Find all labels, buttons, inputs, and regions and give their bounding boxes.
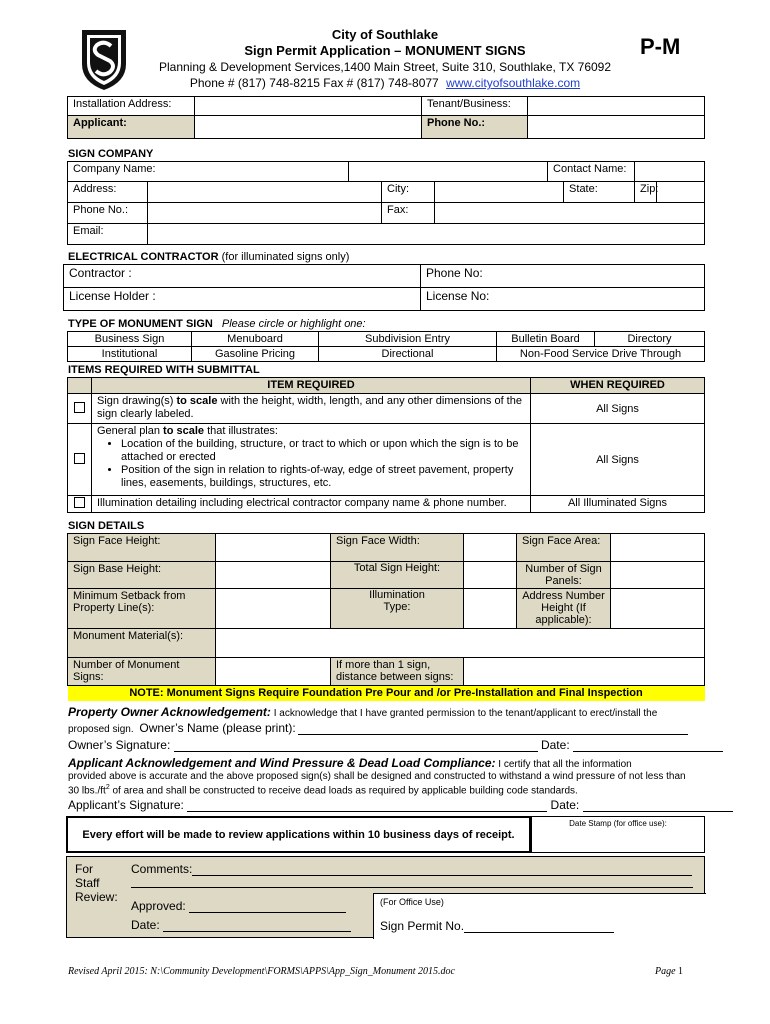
approved-field[interactable] — [189, 902, 346, 913]
installation-address-label: Installation Address: — [68, 97, 195, 116]
applicant-phone-label: Phone No.: — [422, 116, 528, 139]
applicant-table — [67, 96, 705, 139]
department-address: Planning & Development Services,1400 Main Street, Suite 310, Southlake, TX 76092 — [158, 60, 612, 74]
distance-field[interactable] — [464, 658, 705, 686]
contact-name-field[interactable] — [635, 162, 705, 182]
type-bulletin-board[interactable]: Bulletin Board — [497, 332, 595, 347]
permit-no-field[interactable] — [464, 922, 614, 933]
num-monument-field[interactable] — [216, 658, 331, 686]
license-holder-label[interactable]: License Holder : — [64, 288, 421, 311]
applicant-ack-text3: 30 $lbs./ft^2$ of area and shall be constructed to receive dead loads as required by applicable building code standards. — [68, 784, 578, 797]
electrical-heading: ELECTRICAL CONTRACTOR — [68, 251, 219, 263]
type-instruction: Please circle or highlight one: — [221, 318, 366, 330]
items-heading: ITEMS REQUIRED WITH SUBMITTAL — [68, 364, 260, 376]
form-code: P-M — [640, 34, 681, 59]
num-panels-label: Number of Sign Panels: — [517, 562, 611, 589]
staff-date-line — [131, 918, 351, 932]
comments-line — [131, 862, 692, 876]
office-use-label: (For Office Use) — [380, 897, 444, 907]
owner-ack-heading: Property Owner Acknowledgement: — [68, 705, 271, 719]
staff-review-box — [66, 856, 705, 938]
type-gasoline-pricing[interactable]: Gasoline Pricing — [192, 347, 319, 362]
sign-type-table — [67, 331, 705, 362]
item2-bullet-location: • Location of the building, structure, or tract to which or upon which the sign is to be attached or erected — [121, 438, 525, 464]
item3-when: All Illuminated Signs — [531, 496, 705, 513]
item1-text: Sign drawing(s) to scale with the height, width, length, and any other dimensions of the sign clearly labeled. — [92, 394, 531, 424]
type-directional[interactable]: Directional — [319, 347, 497, 362]
form-title: Sign Permit Application – MONUMENT SIGNS — [244, 43, 526, 58]
state-label: State: — [564, 182, 635, 203]
face-area-field[interactable] — [611, 534, 705, 562]
website-link[interactable]: www.cityofsouthlake.com — [446, 76, 581, 90]
applicant-ack-heading: Applicant Acknowledgement and Wind Pressure & Dead Load Compliance: — [68, 756, 496, 770]
sign-details-heading: SIGN DETAILS — [68, 520, 145, 532]
type-non-food-drive-through[interactable]: Non-Food Service Drive Through — [497, 347, 705, 362]
city-field[interactable] — [435, 182, 564, 203]
item2-text: General plan to scale that illustrates: • Location of the building, structure, or tract to which or upon which the sign is to be attached or erected • Position of the sign in relation to rights-of-way, edge of street pavement, property lines, easements, buildings, structures, etc. — [92, 424, 531, 496]
item2-bullet-position: • Position of the sign in relation to rights-of-way, edge of street pavement, property lines, easements, buildings, structures, etc. — [121, 464, 525, 490]
item2-when: All Signs — [531, 424, 705, 496]
base-height-label: Sign Base Height: — [68, 562, 216, 589]
installation-address-field[interactable] — [195, 97, 422, 116]
base-height-field[interactable] — [216, 562, 331, 589]
applicant-label: Applicant: — [68, 116, 195, 139]
item2-checkbox[interactable] — [74, 453, 85, 464]
permit-no-line — [380, 919, 614, 933]
city-name: City of Southlake — [331, 27, 439, 42]
type-menuboard[interactable]: Menuboard — [192, 332, 319, 347]
owner-ack-line2: proposed sign. Owner’s Name (please print): — [68, 721, 688, 735]
applicant-signature-field[interactable] — [187, 801, 547, 812]
material-field[interactable] — [216, 629, 705, 658]
face-height-field[interactable] — [216, 534, 331, 562]
fax-field[interactable] — [435, 203, 705, 224]
owner-signature-field[interactable] — [174, 741, 538, 752]
item1-checkbox[interactable] — [74, 402, 85, 413]
tenant-business-field[interactable] — [528, 97, 705, 116]
owner-date-label: Date: — [540, 738, 570, 752]
page-number: Page 1 — [655, 966, 684, 977]
address-number-label: Address Number Height (If applicable): — [517, 589, 611, 629]
contractor-label[interactable]: Contractor : — [64, 265, 421, 288]
illumination-label: Illumination Type: — [331, 589, 464, 629]
zip-field[interactable] — [657, 182, 705, 203]
tenant-business-label: Tenant/Business: — [422, 97, 528, 116]
face-width-field[interactable] — [464, 534, 517, 562]
fax-label: Fax: — [382, 203, 435, 224]
phone-fax: Phone # (817) 748-8215 Fax # (817) 748-8077 — [189, 76, 439, 90]
face-width-label: Sign Face Width: — [331, 534, 464, 562]
approved-label: Approved: — [131, 899, 186, 913]
type-business-sign[interactable]: Business Sign — [68, 332, 192, 347]
address-label: Address: — [68, 182, 148, 203]
company-phone-field[interactable] — [148, 203, 382, 224]
item-required-header: ITEM REQUIRED — [92, 378, 531, 394]
address-field[interactable] — [148, 182, 382, 203]
owner-signature-label: Owner’s Signature: — [68, 738, 171, 752]
item3-text: Illumination detailing including electrical contractor company name & phone number. — [92, 496, 531, 513]
material-label: Monument Material(s): — [68, 629, 216, 658]
comments-field-2[interactable] — [131, 887, 693, 888]
staff-review-label: For Staff Review: — [75, 862, 118, 904]
company-name-field[interactable] — [349, 162, 548, 182]
items-table — [67, 377, 705, 513]
license-no-label[interactable]: License No: — [421, 288, 705, 311]
distance-label: If more than 1 sign, distance between signs: — [331, 658, 464, 686]
office-use-box — [373, 893, 706, 939]
comments-field[interactable] — [192, 865, 692, 876]
applicant-date-label: Date: — [550, 798, 580, 812]
face-height-label: Sign Face Height: — [68, 534, 216, 562]
owner-ack-line: Property Owner Acknowledgement: I acknowledge that I have granted permission to the tenant/applicant to erect/install the — [68, 705, 658, 719]
item3-checkbox[interactable] — [74, 497, 85, 508]
zip-label: Zip: — [635, 182, 657, 203]
applicant-signature-label: Applicant’s Signature: — [68, 798, 184, 812]
num-monument-label: Number of Monument Signs: — [68, 658, 216, 686]
type-heading-line — [68, 318, 366, 330]
type-subdivision-entry[interactable]: Subdivision Entry — [319, 332, 497, 347]
sign-company-heading: SIGN COMPANY — [68, 148, 154, 160]
applicant-field[interactable] — [195, 116, 422, 139]
sign-company-table — [67, 161, 705, 245]
owner-signature-line — [68, 738, 723, 752]
date-stamp-label: Date Stamp (for office use): — [569, 819, 667, 828]
setback-label: Minimum Setback from Property Line(s): — [68, 589, 216, 629]
applicant-ack-text2: provided above is accurate and the above proposed sign(s) shall be designed and constructed to withstand a wind pressure of not less than — [68, 771, 686, 782]
revision-footer: Revised April 2015: N:\Community Development\FORMS\APPS\App_Sign_Monument 2015.doc — [68, 966, 455, 977]
contact-name-label: Contact Name: — [548, 162, 635, 182]
staff-date-label: Date: — [131, 918, 160, 932]
electrical-heading-line — [68, 251, 349, 263]
company-name-label: Company Name: — [68, 162, 349, 182]
email-field[interactable] — [148, 224, 705, 245]
electrical-note: (for illuminated signs only) — [221, 251, 350, 263]
contact-line — [120, 76, 650, 90]
foundation-note: NOTE: Monument Signs Require Foundation Pre Pour and /or Pre-Installation and Final Inspection — [68, 686, 705, 701]
comments-label: Comments: — [131, 862, 193, 876]
company-phone-label: Phone No.: — [68, 203, 148, 224]
face-area-label: Sign Face Area: — [517, 534, 611, 562]
approved-line — [131, 899, 346, 913]
owner-name-field[interactable] — [298, 724, 688, 735]
review-notice-box — [66, 816, 531, 853]
city-label: City: — [382, 182, 435, 203]
owner-name-label: Owner’s Name (please print): — [139, 721, 296, 735]
num-panels-field[interactable] — [611, 562, 705, 589]
sign-details-table — [67, 533, 705, 701]
type-directory[interactable]: Directory — [595, 332, 705, 347]
total-height-label: Total Sign Height: — [331, 562, 464, 589]
contractor-phone-label[interactable]: Phone No: — [421, 265, 705, 288]
illumination-field[interactable] — [464, 589, 517, 629]
applicant-date-field[interactable] — [583, 801, 733, 812]
permit-no-label: Sign Permit No. — [380, 919, 465, 933]
applicant-phone-field[interactable] — [528, 116, 705, 139]
address-number-field[interactable] — [611, 589, 705, 629]
total-height-field[interactable] — [464, 562, 517, 589]
date-stamp-box[interactable] — [531, 816, 705, 853]
review-notice: Every effort will be made to review applications within 10 business days of receipt. — [82, 829, 515, 841]
type-institutional[interactable]: Institutional — [68, 347, 192, 362]
when-required-header: WHEN REQUIRED — [531, 378, 705, 394]
applicant-ack-line: Applicant Acknowledgement and Wind Pressure & Dead Load Compliance: I certify that all the information — [68, 756, 632, 770]
email-label: Email: — [68, 224, 148, 245]
item1-when: All Signs — [531, 394, 705, 424]
type-heading: TYPE OF MONUMENT SIGN — [68, 318, 213, 330]
setback-field[interactable] — [216, 589, 331, 629]
applicant-signature-line — [68, 798, 733, 812]
staff-date-field[interactable] — [163, 921, 351, 932]
owner-date-field[interactable] — [573, 741, 723, 752]
electrical-table — [63, 264, 705, 311]
